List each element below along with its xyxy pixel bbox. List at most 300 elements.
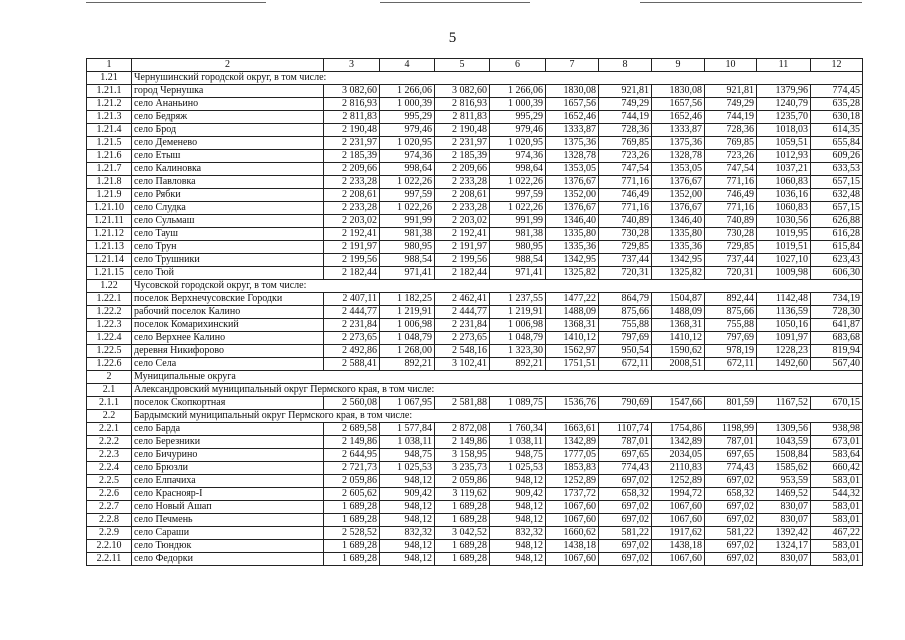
value-cell-col4: 1 577,84 bbox=[380, 423, 435, 436]
value-cell-col5: 2 182,44 bbox=[435, 267, 490, 280]
value-cell-col11: 1136,59 bbox=[757, 306, 811, 319]
value-cell-col11: 1324,17 bbox=[757, 540, 811, 553]
value-cell-col7: 1333,87 bbox=[546, 124, 599, 137]
value-cell-col6: 1 006,98 bbox=[490, 319, 546, 332]
value-cell-col12: 606,30 bbox=[811, 267, 863, 280]
value-cell-col9: 1488,09 bbox=[652, 306, 705, 319]
value-cell-col8: 790,69 bbox=[599, 397, 652, 410]
value-cell-col3: 1 689,28 bbox=[324, 553, 380, 566]
value-cell-col8: 672,11 bbox=[599, 358, 652, 371]
value-cell-col7: 1335,36 bbox=[546, 241, 599, 254]
value-cell-col3: 2 185,39 bbox=[324, 150, 380, 163]
value-cell-col5: 2 233,28 bbox=[435, 176, 490, 189]
value-cell-col11: 1469,52 bbox=[757, 488, 811, 501]
value-cell-col11: 830,07 bbox=[757, 514, 811, 527]
value-cell-col10: 697,02 bbox=[705, 475, 757, 488]
settlement-name: поселок Скопкортная bbox=[132, 397, 324, 410]
value-cell-col6: 909,42 bbox=[490, 488, 546, 501]
value-cell-col3: 2 560,08 bbox=[324, 397, 380, 410]
value-cell-col10: 740,89 bbox=[705, 215, 757, 228]
value-cell-col5: 2 059,86 bbox=[435, 475, 490, 488]
value-cell-col4: 1 000,39 bbox=[380, 98, 435, 111]
column-number-12: 12 bbox=[811, 59, 863, 72]
value-cell-col12: 626,88 bbox=[811, 215, 863, 228]
value-cell-col5: 2 581,88 bbox=[435, 397, 490, 410]
value-cell-col7: 1657,56 bbox=[546, 98, 599, 111]
table-row bbox=[87, 163, 863, 176]
value-cell-col7: 1335,80 bbox=[546, 228, 599, 241]
table-row bbox=[87, 202, 863, 215]
value-cell-col7: 1368,31 bbox=[546, 319, 599, 332]
table-row bbox=[87, 449, 863, 462]
value-cell-col8: 771,16 bbox=[599, 176, 652, 189]
value-cell-col6: 1 020,95 bbox=[490, 137, 546, 150]
value-cell-col7: 1375,36 bbox=[546, 137, 599, 150]
value-cell-col3: 2 528,52 bbox=[324, 527, 380, 540]
value-cell-col5: 2 199,56 bbox=[435, 254, 490, 267]
tariff-table bbox=[86, 58, 863, 566]
value-cell-col3: 2 203,02 bbox=[324, 215, 380, 228]
table-row bbox=[87, 514, 863, 527]
value-cell-col11: 830,07 bbox=[757, 501, 811, 514]
section-row bbox=[87, 371, 863, 384]
value-cell-col6: 1 266,06 bbox=[490, 85, 546, 98]
value-cell-col11: 1050,16 bbox=[757, 319, 811, 332]
value-cell-col7: 1376,67 bbox=[546, 202, 599, 215]
table-row bbox=[87, 358, 863, 371]
value-cell-col3: 2 444,77 bbox=[324, 306, 380, 319]
value-cell-col7: 1488,09 bbox=[546, 306, 599, 319]
value-cell-col9: 1342,95 bbox=[652, 254, 705, 267]
row-code: 1.21 bbox=[87, 72, 132, 85]
value-cell-col11: 1027,10 bbox=[757, 254, 811, 267]
value-cell-col10: 737,44 bbox=[705, 254, 757, 267]
section-row bbox=[87, 280, 863, 293]
value-cell-col9: 1917,62 bbox=[652, 527, 705, 540]
value-cell-col8: 749,29 bbox=[599, 98, 652, 111]
value-cell-col8: 774,43 bbox=[599, 462, 652, 475]
row-code: 2.2.1 bbox=[87, 423, 132, 436]
value-cell-col4: 979,46 bbox=[380, 124, 435, 137]
value-cell-col11: 1018,03 bbox=[757, 124, 811, 137]
value-cell-col11: 1019,95 bbox=[757, 228, 811, 241]
settlement-name: село Елпачиха bbox=[132, 475, 324, 488]
row-code: 2.2.2 bbox=[87, 436, 132, 449]
value-cell-col4: 1 022,26 bbox=[380, 176, 435, 189]
value-cell-col11: 1043,59 bbox=[757, 436, 811, 449]
settlement-name: село Сульмаш bbox=[132, 215, 324, 228]
value-cell-col7: 1067,60 bbox=[546, 553, 599, 566]
value-cell-col3: 2 199,56 bbox=[324, 254, 380, 267]
value-cell-col11: 1235,70 bbox=[757, 111, 811, 124]
section-title: Александровский муниципальный округ Пермского края, в том числе: bbox=[132, 384, 863, 397]
table-row bbox=[87, 176, 863, 189]
settlement-name: село Новый Ашап bbox=[132, 501, 324, 514]
value-cell-col11: 1508,84 bbox=[757, 449, 811, 462]
value-cell-col4: 1 038,11 bbox=[380, 436, 435, 449]
table-row bbox=[87, 293, 863, 306]
value-cell-col3: 2 644,95 bbox=[324, 449, 380, 462]
value-cell-col10: 1198,99 bbox=[705, 423, 757, 436]
row-code: 1.21.14 bbox=[87, 254, 132, 267]
value-cell-col4: 995,29 bbox=[380, 111, 435, 124]
value-cell-col4: 1 020,95 bbox=[380, 137, 435, 150]
value-cell-col10: 755,88 bbox=[705, 319, 757, 332]
value-cell-col4: 1 266,06 bbox=[380, 85, 435, 98]
value-cell-col3: 2 208,61 bbox=[324, 189, 380, 202]
value-cell-col9: 1652,46 bbox=[652, 111, 705, 124]
value-cell-col3: 2 231,97 bbox=[324, 137, 380, 150]
value-cell-col4: 1 182,25 bbox=[380, 293, 435, 306]
row-code: 1.21.15 bbox=[87, 267, 132, 280]
settlement-name: село Сараши bbox=[132, 527, 324, 540]
value-cell-col9: 1994,72 bbox=[652, 488, 705, 501]
value-cell-col6: 1 323,30 bbox=[490, 345, 546, 358]
table-body bbox=[87, 59, 863, 566]
value-cell-col4: 832,32 bbox=[380, 527, 435, 540]
column-number-10: 10 bbox=[705, 59, 757, 72]
settlement-name: деревня Никифорово bbox=[132, 345, 324, 358]
value-cell-col6: 980,95 bbox=[490, 241, 546, 254]
value-cell-col12: 583,01 bbox=[811, 501, 863, 514]
value-cell-col4: 948,75 bbox=[380, 449, 435, 462]
row-code: 1.21.4 bbox=[87, 124, 132, 137]
value-cell-col6: 971,41 bbox=[490, 267, 546, 280]
top-rule-left bbox=[86, 2, 266, 3]
table-row bbox=[87, 397, 863, 410]
section-title: Чернушинский городской округ, в том числе: bbox=[132, 72, 863, 85]
value-cell-col11: 1392,42 bbox=[757, 527, 811, 540]
value-cell-col11: 830,07 bbox=[757, 553, 811, 566]
row-code: 2.2.6 bbox=[87, 488, 132, 501]
value-cell-col7: 1328,78 bbox=[546, 150, 599, 163]
value-cell-col12: 583,01 bbox=[811, 553, 863, 566]
value-cell-col6: 1 000,39 bbox=[490, 98, 546, 111]
value-cell-col9: 1547,66 bbox=[652, 397, 705, 410]
value-cell-col10: 801,59 bbox=[705, 397, 757, 410]
value-cell-col9: 1376,67 bbox=[652, 176, 705, 189]
value-cell-col7: 1353,05 bbox=[546, 163, 599, 176]
value-cell-col7: 1536,76 bbox=[546, 397, 599, 410]
row-code: 1.21.11 bbox=[87, 215, 132, 228]
table-row bbox=[87, 85, 863, 98]
value-cell-col12: 567,40 bbox=[811, 358, 863, 371]
value-cell-col3: 2 059,86 bbox=[324, 475, 380, 488]
value-cell-col7: 1751,51 bbox=[546, 358, 599, 371]
value-cell-col3: 2 231,84 bbox=[324, 319, 380, 332]
value-cell-col5: 2 811,83 bbox=[435, 111, 490, 124]
settlement-name: село Березники bbox=[132, 436, 324, 449]
value-cell-col9: 1410,12 bbox=[652, 332, 705, 345]
value-cell-col9: 1590,62 bbox=[652, 345, 705, 358]
value-cell-col6: 948,12 bbox=[490, 475, 546, 488]
value-cell-col6: 948,75 bbox=[490, 449, 546, 462]
value-cell-col10: 769,85 bbox=[705, 137, 757, 150]
value-cell-col3: 2 407,11 bbox=[324, 293, 380, 306]
value-cell-col4: 909,42 bbox=[380, 488, 435, 501]
value-cell-col10: 747,54 bbox=[705, 163, 757, 176]
value-cell-col8: 720,31 bbox=[599, 267, 652, 280]
settlement-name: село Калиновка bbox=[132, 163, 324, 176]
value-cell-col12: 655,84 bbox=[811, 137, 863, 150]
value-cell-col6: 1 089,75 bbox=[490, 397, 546, 410]
value-cell-col6: 1 022,26 bbox=[490, 202, 546, 215]
value-cell-col7: 1252,89 bbox=[546, 475, 599, 488]
table-row bbox=[87, 254, 863, 267]
value-cell-col3: 1 689,28 bbox=[324, 501, 380, 514]
settlement-name: поселок Комарихинский bbox=[132, 319, 324, 332]
value-cell-col6: 948,12 bbox=[490, 540, 546, 553]
value-cell-col10: 875,66 bbox=[705, 306, 757, 319]
row-code: 1.22.6 bbox=[87, 358, 132, 371]
value-cell-col11: 1492,60 bbox=[757, 358, 811, 371]
table-row bbox=[87, 228, 863, 241]
value-cell-col10: 978,19 bbox=[705, 345, 757, 358]
value-cell-col12: 623,43 bbox=[811, 254, 863, 267]
table-row bbox=[87, 501, 863, 514]
settlement-name: село Бичурино bbox=[132, 449, 324, 462]
value-cell-col6: 1 048,79 bbox=[490, 332, 546, 345]
value-cell-col11: 1240,79 bbox=[757, 98, 811, 111]
value-cell-col6: 988,54 bbox=[490, 254, 546, 267]
value-cell-col7: 1410,12 bbox=[546, 332, 599, 345]
value-cell-col10: 581,22 bbox=[705, 527, 757, 540]
value-cell-col10: 787,01 bbox=[705, 436, 757, 449]
value-cell-col10: 720,31 bbox=[705, 267, 757, 280]
value-cell-col12: 633,53 bbox=[811, 163, 863, 176]
value-cell-col11: 1012,93 bbox=[757, 150, 811, 163]
column-number-7: 7 bbox=[546, 59, 599, 72]
value-cell-col5: 1 689,28 bbox=[435, 553, 490, 566]
row-code: 2.2.7 bbox=[87, 501, 132, 514]
value-cell-col8: 1107,74 bbox=[599, 423, 652, 436]
settlement-name: село Брод bbox=[132, 124, 324, 137]
value-cell-col7: 1663,61 bbox=[546, 423, 599, 436]
page-number: 5 bbox=[448, 30, 457, 46]
column-number-9: 9 bbox=[652, 59, 705, 72]
value-cell-col9: 1252,89 bbox=[652, 475, 705, 488]
settlement-name: рабочий поселок Калино bbox=[132, 306, 324, 319]
value-cell-col9: 1067,60 bbox=[652, 514, 705, 527]
value-cell-col10: 774,43 bbox=[705, 462, 757, 475]
table-row bbox=[87, 553, 863, 566]
value-cell-col11: 1060,83 bbox=[757, 202, 811, 215]
column-number-2: 2 bbox=[132, 59, 324, 72]
table-row bbox=[87, 215, 863, 228]
value-cell-col7: 1830,08 bbox=[546, 85, 599, 98]
value-cell-col3: 2 588,41 bbox=[324, 358, 380, 371]
value-cell-col3: 2 233,28 bbox=[324, 176, 380, 189]
value-cell-col11: 1059,51 bbox=[757, 137, 811, 150]
value-cell-col11: 1009,98 bbox=[757, 267, 811, 280]
value-cell-col7: 1342,95 bbox=[546, 254, 599, 267]
value-cell-col8: 581,22 bbox=[599, 527, 652, 540]
value-cell-col12: 467,22 bbox=[811, 527, 863, 540]
value-cell-col5: 2 816,93 bbox=[435, 98, 490, 111]
value-cell-col12: 734,19 bbox=[811, 293, 863, 306]
value-cell-col8: 697,02 bbox=[599, 475, 652, 488]
settlement-name: село Трун bbox=[132, 241, 324, 254]
row-code: 2.1.1 bbox=[87, 397, 132, 410]
row-code: 2.2.9 bbox=[87, 527, 132, 540]
value-cell-col8: 744,19 bbox=[599, 111, 652, 124]
table-row bbox=[87, 345, 863, 358]
value-cell-col11: 1585,62 bbox=[757, 462, 811, 475]
value-cell-col9: 1333,87 bbox=[652, 124, 705, 137]
value-cell-col9: 1353,05 bbox=[652, 163, 705, 176]
section-row bbox=[87, 410, 863, 423]
value-cell-col8: 787,01 bbox=[599, 436, 652, 449]
value-cell-col6: 832,32 bbox=[490, 527, 546, 540]
value-cell-col4: 991,99 bbox=[380, 215, 435, 228]
settlement-name: село Краснояр-I bbox=[132, 488, 324, 501]
value-cell-col4: 948,12 bbox=[380, 501, 435, 514]
settlement-name: село Деменево bbox=[132, 137, 324, 150]
value-cell-col6: 1 022,26 bbox=[490, 176, 546, 189]
value-cell-col11: 1036,16 bbox=[757, 189, 811, 202]
value-cell-col4: 1 006,98 bbox=[380, 319, 435, 332]
value-cell-col10: 697,02 bbox=[705, 540, 757, 553]
value-cell-col8: 864,79 bbox=[599, 293, 652, 306]
settlement-name: село Павловка bbox=[132, 176, 324, 189]
value-cell-col4: 948,12 bbox=[380, 553, 435, 566]
table-row bbox=[87, 462, 863, 475]
value-cell-col5: 3 042,52 bbox=[435, 527, 490, 540]
value-cell-col10: 730,28 bbox=[705, 228, 757, 241]
value-cell-col3: 2 689,58 bbox=[324, 423, 380, 436]
table-row bbox=[87, 189, 863, 202]
row-code: 2.2 bbox=[87, 410, 132, 423]
settlement-name: село Барда bbox=[132, 423, 324, 436]
value-cell-col4: 988,54 bbox=[380, 254, 435, 267]
column-number-4: 4 bbox=[380, 59, 435, 72]
value-cell-col6: 892,21 bbox=[490, 358, 546, 371]
table-row bbox=[87, 436, 863, 449]
settlement-name: село Рябки bbox=[132, 189, 324, 202]
value-cell-col4: 1 025,53 bbox=[380, 462, 435, 475]
value-cell-col5: 2 548,16 bbox=[435, 345, 490, 358]
value-cell-col5: 2 444,77 bbox=[435, 306, 490, 319]
value-cell-col8: 697,02 bbox=[599, 540, 652, 553]
value-cell-col11: 1037,21 bbox=[757, 163, 811, 176]
value-cell-col8: 697,02 bbox=[599, 553, 652, 566]
value-cell-col10: 697,02 bbox=[705, 514, 757, 527]
value-cell-col3: 2 191,97 bbox=[324, 241, 380, 254]
value-cell-col9: 1504,87 bbox=[652, 293, 705, 306]
value-cell-col4: 1 048,79 bbox=[380, 332, 435, 345]
value-cell-col9: 2034,05 bbox=[652, 449, 705, 462]
column-number-6: 6 bbox=[490, 59, 546, 72]
value-cell-col12: 683,68 bbox=[811, 332, 863, 345]
row-code: 1.22.3 bbox=[87, 319, 132, 332]
settlement-name: село Федорки bbox=[132, 553, 324, 566]
value-cell-col7: 1438,18 bbox=[546, 540, 599, 553]
value-cell-col10: 697,02 bbox=[705, 553, 757, 566]
value-cell-col7: 1652,46 bbox=[546, 111, 599, 124]
value-cell-col4: 892,21 bbox=[380, 358, 435, 371]
table-row bbox=[87, 527, 863, 540]
column-number-8: 8 bbox=[599, 59, 652, 72]
value-cell-col12: 616,28 bbox=[811, 228, 863, 241]
value-cell-col10: 921,81 bbox=[705, 85, 757, 98]
row-code: 2.1 bbox=[87, 384, 132, 397]
value-cell-col3: 3 082,60 bbox=[324, 85, 380, 98]
value-cell-col12: 583,01 bbox=[811, 540, 863, 553]
row-code: 1.21.9 bbox=[87, 189, 132, 202]
value-cell-col5: 2 190,48 bbox=[435, 124, 490, 137]
row-code: 1.21.1 bbox=[87, 85, 132, 98]
row-code: 2.2.10 bbox=[87, 540, 132, 553]
value-cell-col8: 746,49 bbox=[599, 189, 652, 202]
settlement-name: село Печмень bbox=[132, 514, 324, 527]
value-cell-col5: 2 872,08 bbox=[435, 423, 490, 436]
value-cell-col6: 995,29 bbox=[490, 111, 546, 124]
column-number-11: 11 bbox=[757, 59, 811, 72]
value-cell-col11: 1167,52 bbox=[757, 397, 811, 410]
table-row bbox=[87, 475, 863, 488]
value-cell-col4: 1 219,91 bbox=[380, 306, 435, 319]
value-cell-col5: 3 082,60 bbox=[435, 85, 490, 98]
value-cell-col3: 1 689,28 bbox=[324, 514, 380, 527]
value-cell-col4: 1 268,00 bbox=[380, 345, 435, 358]
row-code: 1.22.1 bbox=[87, 293, 132, 306]
value-cell-col8: 771,16 bbox=[599, 202, 652, 215]
table-row bbox=[87, 306, 863, 319]
value-cell-col8: 740,89 bbox=[599, 215, 652, 228]
value-cell-col3: 2 721,73 bbox=[324, 462, 380, 475]
value-cell-col9: 1375,36 bbox=[652, 137, 705, 150]
row-code: 1.21.8 bbox=[87, 176, 132, 189]
row-code: 2.2.4 bbox=[87, 462, 132, 475]
value-cell-col4: 974,36 bbox=[380, 150, 435, 163]
value-cell-col6: 974,36 bbox=[490, 150, 546, 163]
value-cell-col9: 1067,60 bbox=[652, 553, 705, 566]
value-cell-col3: 1 689,28 bbox=[324, 540, 380, 553]
value-cell-col12: 583,01 bbox=[811, 475, 863, 488]
value-cell-col12: 657,15 bbox=[811, 202, 863, 215]
settlement-name: поселок Верхнечусовские Городки bbox=[132, 293, 324, 306]
value-cell-col5: 3 119,62 bbox=[435, 488, 490, 501]
section-title: Муниципальные округа bbox=[132, 371, 863, 384]
value-cell-col6: 948,12 bbox=[490, 514, 546, 527]
value-cell-col8: 658,32 bbox=[599, 488, 652, 501]
value-cell-col4: 1 022,26 bbox=[380, 202, 435, 215]
value-cell-col8: 797,69 bbox=[599, 332, 652, 345]
value-cell-col7: 1376,67 bbox=[546, 176, 599, 189]
value-cell-col10: 771,16 bbox=[705, 176, 757, 189]
settlement-name: село Верхнее Калино bbox=[132, 332, 324, 345]
value-cell-col6: 979,46 bbox=[490, 124, 546, 137]
value-cell-col9: 1067,60 bbox=[652, 501, 705, 514]
value-cell-col7: 1737,72 bbox=[546, 488, 599, 501]
value-cell-col12: 774,45 bbox=[811, 85, 863, 98]
value-cell-col5: 2 149,86 bbox=[435, 436, 490, 449]
value-cell-col8: 697,65 bbox=[599, 449, 652, 462]
value-cell-col3: 2 182,44 bbox=[324, 267, 380, 280]
value-cell-col5: 2 203,02 bbox=[435, 215, 490, 228]
settlement-name: село Тюй bbox=[132, 267, 324, 280]
row-code: 2.2.5 bbox=[87, 475, 132, 488]
value-cell-col4: 1 067,95 bbox=[380, 397, 435, 410]
value-cell-col11: 1030,56 bbox=[757, 215, 811, 228]
value-cell-col8: 875,66 bbox=[599, 306, 652, 319]
value-cell-col5: 1 689,28 bbox=[435, 501, 490, 514]
value-cell-col3: 2 605,62 bbox=[324, 488, 380, 501]
row-code: 1.21.2 bbox=[87, 98, 132, 111]
settlement-name: село Брюзли bbox=[132, 462, 324, 475]
settlement-name: село Села bbox=[132, 358, 324, 371]
value-cell-col4: 998,64 bbox=[380, 163, 435, 176]
